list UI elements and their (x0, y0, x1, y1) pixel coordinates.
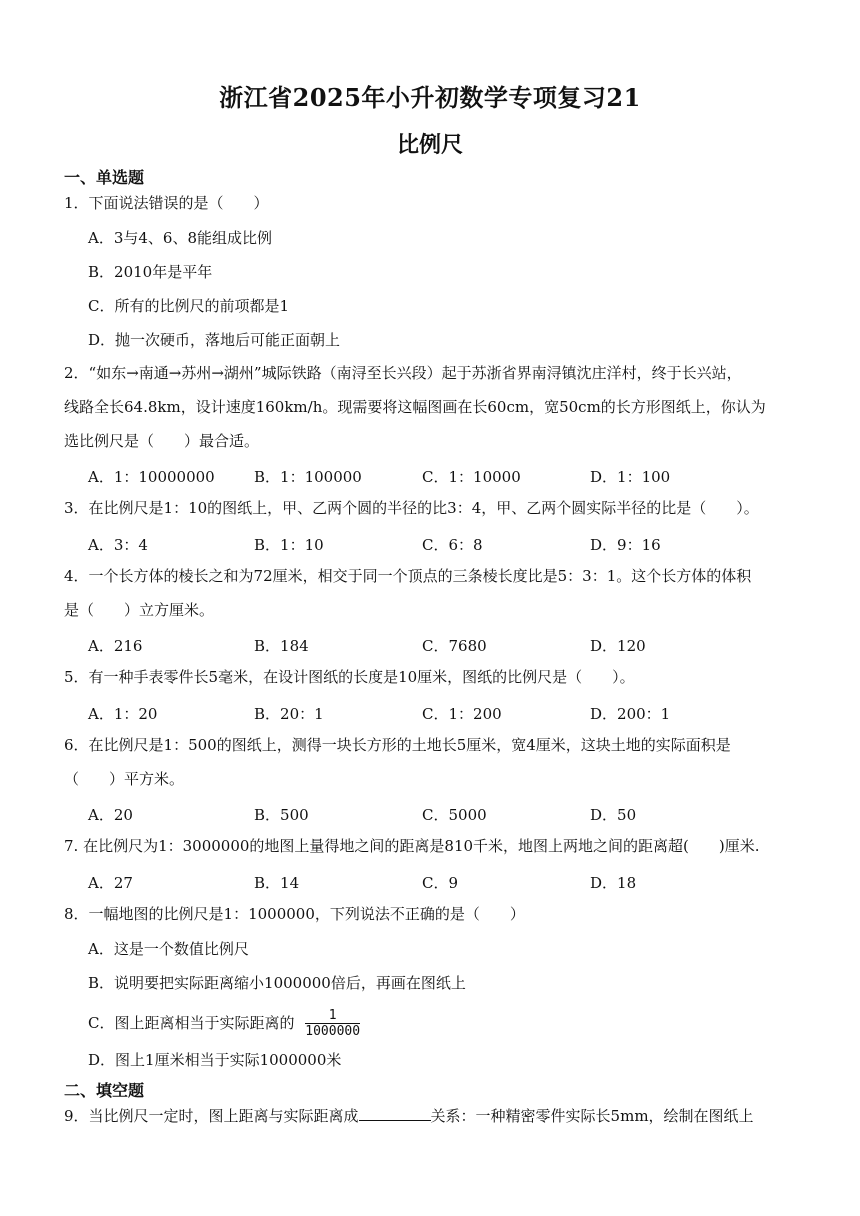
fraction (305, 1009, 360, 1039)
question-1-option-c: C．所有的比例尺的前项都是1 (88, 297, 290, 315)
question-5-option-b: B．20：1 (254, 705, 324, 723)
question-3-stem: 3．在比例尺是1：10的图纸上，甲、乙两个圆的半径的比3：4，甲、乙两个圆实际半径的比是（ ）。 (64, 499, 759, 517)
document-title: 浙江省2025年小升初数学专项复习21 (219, 83, 641, 112)
section-fill-in: 二、填空题 (64, 1081, 145, 1100)
question-6-option-d: D．50 (590, 806, 637, 824)
question-2-option-d: D．1：100 (590, 468, 671, 486)
document-subtitle: 比例尺 (396, 132, 463, 158)
question-4-option-c: C．7680 (422, 637, 487, 655)
question-9-text-after: 关系：一种精密零件实际长5mm，绘制在图纸上 (430, 1107, 754, 1125)
question-6-option-c: C．5000 (422, 806, 487, 824)
question-6-option-b: B．500 (254, 806, 309, 824)
question-2-line-3: 选比例尺是（ ）最合适。 (64, 432, 260, 450)
question-2-options (88, 466, 788, 486)
question-5-stem: 5．有一种手表零件长5毫米，在设计图纸的长度是10厘米，图纸的比例尺是（ ）。 (64, 668, 635, 686)
question-1-option-d: D．抛一次硬币，落地后可能正面朝上 (88, 331, 341, 349)
question-8-option-c (88, 1008, 360, 1039)
question-2-option-b: B．1：100000 (254, 468, 362, 486)
question-3-option-d: D．9：16 (590, 536, 661, 554)
question-2-option-a: A．1：10000000 (88, 468, 215, 486)
section-single-choice: 一、单选题 (64, 168, 145, 187)
question-1-stem: 1．下面说法错误的是（ ） (64, 194, 269, 212)
question-7-option-b: B．14 (254, 874, 300, 892)
question-5-option-a: A．1：20 (88, 705, 158, 723)
question-6-line-2: （ ）平方米。 (64, 770, 185, 788)
question-2-line-1: 2．“如东→南通→苏州→湖州”城际铁路（南浔至长兴段）起于苏浙省界南浔镇沈庄洋村，终于长兴站， (64, 364, 742, 382)
question-2-line-2: 线路全长64.8km，设计速度160km/h。现需要将这幅图画在长60cm，宽50cm的长方形图纸上，你认为 (64, 398, 766, 416)
question-8-option-b: B．说明要把实际距离缩小1000000倍后，再画在图纸上 (88, 974, 466, 992)
question-3-option-a: A．3：4 (88, 536, 148, 554)
question-5-option-d: D．200：1 (590, 705, 671, 723)
question-2-option-c: C．1：10000 (422, 468, 521, 486)
question-9-stem (64, 1099, 804, 1133)
question-7-option-c: C．9 (422, 874, 459, 892)
question-1-option-b: B．2010年是平年 (88, 263, 213, 281)
question-1-option-a: A．3与4、6、8能组成比例 (88, 229, 273, 247)
question-8-stem: 8．一幅地图的比例尺是1：1000000，下列说法不正确的是（ ） (64, 905, 525, 923)
question-4-option-a: A．216 (88, 637, 143, 655)
question-3-option-b: B．1：10 (254, 536, 324, 554)
question-5-option-c: C．1：200 (422, 705, 502, 723)
question-4-options (88, 635, 788, 655)
question-8-option-c-text: C．图上距离相当于实际距离的 (88, 1014, 295, 1032)
question-6-line-1: 6．在比例尺是1：500的图纸上，测得一块长方形的土地长5厘米，宽4厘米，这块土地的实际面积是 (64, 736, 731, 754)
question-6-options (88, 804, 788, 824)
question-9-text-before: 9．当比例尺一定时，图上距离与实际距离成 (64, 1107, 359, 1125)
question-4-option-d: D．120 (590, 637, 646, 655)
question-3-option-c: C．6：8 (422, 536, 483, 554)
fraction-denominator: 1000000 (305, 1024, 361, 1039)
answer-blank[interactable] (359, 1104, 431, 1121)
question-7-options (88, 872, 788, 892)
question-4-line-2: 是（ ）立方厘米。 (64, 601, 215, 619)
question-7-option-a: A．27 (88, 874, 133, 892)
question-4-line-1: 4．一个长方体的棱长之和为72厘米，相交于同一个顶点的三条棱长度比是5：3：1。这个长方体的体积 (64, 567, 752, 585)
question-3-options (88, 534, 788, 554)
fraction-numerator: 1 (328, 1008, 337, 1023)
question-6-option-a: A．20 (88, 806, 133, 824)
question-5-options (88, 703, 788, 723)
question-7-option-d: D．18 (590, 874, 637, 892)
question-7-stem: 7. 在比例尺为1：3000000的地图上量得地之间的距离是810千米，地图上两地之间的距离超( )厘米. (64, 837, 760, 855)
question-8-option-a: A．这是一个数值比例尺 (88, 940, 249, 958)
question-8-option-d: D．图上1厘米相当于实际1000000米 (88, 1051, 342, 1069)
question-4-option-b: B．184 (254, 637, 309, 655)
